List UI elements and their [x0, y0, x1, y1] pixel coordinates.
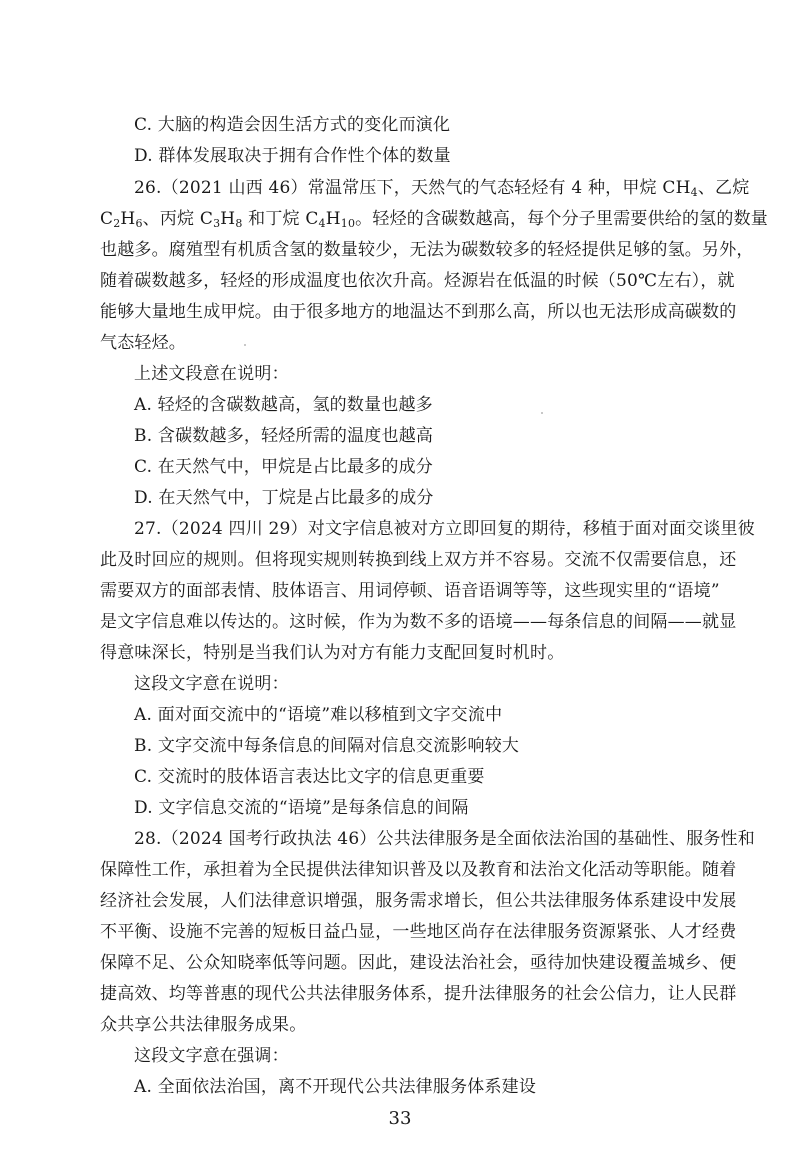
q27-line-1: 27.（2024 四川 29）对文字信息被对方立即回复的期待，移植于面对面交谈里彼 — [134, 519, 755, 539]
q26-option-b: B. 含碳数越多，轻烃所需的温度也越高 — [134, 426, 434, 446]
q26-line-2: $C_2H_6$、丙烷 $C_3H_8$ 和丁烷 $C_4H_{10}$。轻烃的含碳数越高，每个分子里需要供给的氢的数量 — [100, 209, 768, 230]
q26-option-d: D. 在天然气中，丁烷是占比最多的成分 — [134, 488, 434, 508]
q28-line-7: 众共享公共法律服务成果。 — [100, 1015, 307, 1035]
q26-line-1: 26.（2021 山西 46）常温常压下，天然气的气态轻烃有 4 种，甲烷 $CH_4$、乙烷 — [134, 178, 750, 199]
q27-line-5: 得意味深长，特别是当我们认为对方有能力支配回复时机时。 — [100, 643, 565, 663]
q26-option-a: A. 轻烃的含碳数越高，氢的数量也越多 — [134, 395, 433, 415]
q26-stem: 上述文段意在说明： — [134, 364, 289, 384]
q27-line-2: 此及时回应的规则。但将现实规则转换到线上双方并不容易。交流不仅需要信息，还 — [100, 550, 737, 570]
q26-line-6: 气态轻烃。 — [100, 333, 186, 353]
q28-line-2: 保障性工作，承担着为全民提供法律知识普及以及教育和法治文化活动等职能。随着 — [100, 860, 737, 880]
scan-speck — [541, 412, 543, 414]
q27-option-b: B. 文字交流中每条信息的间隔对信息交流影响较大 — [134, 736, 520, 756]
q28-line-5: 保障不足、公众知晓率低等问题。因此，建设法治社会，亟待加快建设覆盖城乡、便 — [100, 953, 737, 973]
q27-line-3: 需要双方的面部表情、肢体语言、用词停顿、语音语调等等，这些现实里的“语境” — [100, 581, 720, 601]
q27-stem: 这段文字意在说明： — [134, 674, 289, 694]
q27-option-d: D. 文字信息交流的“语境”是每条信息的间隔 — [134, 798, 469, 818]
q27-option-a: A. 面对面交流中的“语境”难以移植到文字交流中 — [134, 705, 503, 725]
q28-line-6: 捷高效、均等普惠的现代公共法律服务体系，提升法律服务的社会公信力，让人民群 — [100, 984, 737, 1004]
q28-line-3: 经济社会发展，人们法律意识增强，服务需求增长，但公共法律服务体系建设中发展 — [100, 891, 737, 911]
q26-option-c: C. 在天然气中，甲烷是占比最多的成分 — [134, 457, 434, 477]
q27-option-c: C. 交流时的肢体语言表达比文字的信息更重要 — [134, 767, 485, 787]
q25-option-d: D. 群体发展取决于拥有合作性个体的数量 — [134, 146, 451, 166]
scan-speck — [244, 344, 246, 346]
q27-line-4: 是文字信息难以传达的。这时候，作为为数不多的语境——每条信息的间隔——就显 — [100, 612, 737, 632]
q25-option-c: C. 大脑的构造会因生活方式的变化而演化 — [134, 115, 451, 135]
page-number: 33 — [388, 1108, 412, 1129]
q28-line-1: 28.（2024 国考行政执法 46）公共法律服务是全面依法治国的基础性、服务性和 — [134, 829, 755, 849]
q26-line-5: 能够大量地生成甲烷。由于很多地方的地温达不到那么高，所以也无法形成高碳数的 — [100, 302, 737, 322]
q28-line-4: 不平衡、设施不完善的短板日益凸显，一些地区尚存在法律服务资源紧张、人才经费 — [100, 922, 737, 942]
q28-stem: 这段文字意在强调： — [134, 1046, 289, 1066]
q26-line-4: 随着碳数越多，轻烃的形成温度也依次升高。烃源岩在低温的时候（50℃左右），就 — [100, 271, 735, 291]
q26-line-3: 也越多。腐殖型有机质含氢的数量较少，无法为碳数较多的轻烃提供足够的氢。另外， — [100, 240, 754, 260]
q28-option-a: A. 全面依法治国，离不开现代公共法律服务体系建设 — [134, 1077, 537, 1097]
